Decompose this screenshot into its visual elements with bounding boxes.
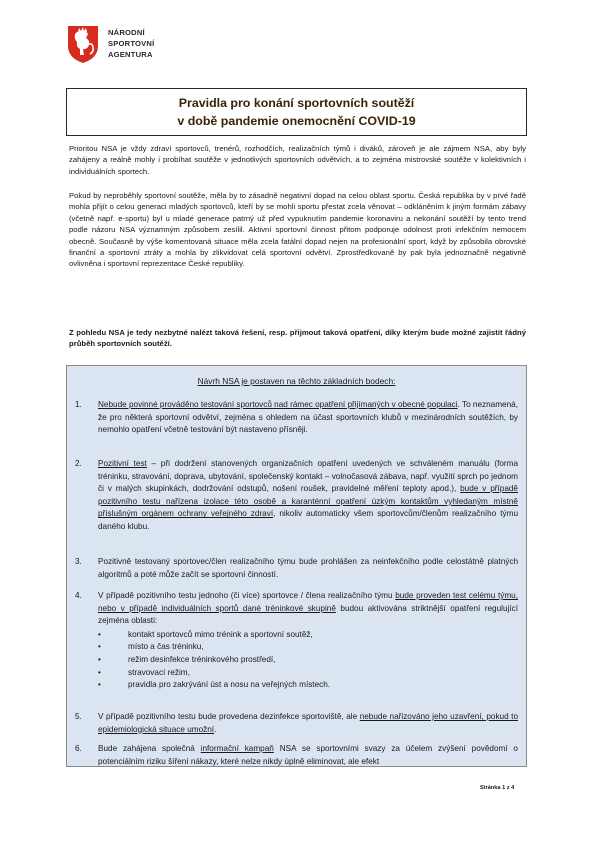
title-line-2: v době pandemie onemocnění COVID-19 xyxy=(177,114,416,128)
item-number: 5. xyxy=(75,712,82,721)
item-number: 1. xyxy=(75,400,82,409)
proposal-heading-text: Návrh NSA je postaven na těchto základních bodech xyxy=(197,376,394,386)
item-text xyxy=(98,458,518,534)
item-number: 3. xyxy=(75,557,82,566)
item-underlined-text: informační kampaň xyxy=(200,744,274,753)
proposal-box xyxy=(66,365,527,767)
logo-line-2: SPORTOVNÍ xyxy=(108,39,155,48)
logo-line-1: NÁRODNÍ xyxy=(108,28,145,37)
item-plain-text: . xyxy=(214,724,217,734)
item-plain-text: Bude zahájena společná xyxy=(98,744,201,753)
list-item xyxy=(98,654,518,667)
item-underlined-text: Pozitivní test xyxy=(98,459,147,468)
item-plain-text: , nikoliv automaticky všem sportovcům/členům realizačního týmu daného klubu. xyxy=(98,509,518,531)
item-plain-text: . To neznamená, že pro některá sportovní odvětví, zejména s ohledem na účast sportovních klubů v mezinárodních soutěžích, by nemohlo opatření včetně testování být nastaveno přísněji. xyxy=(98,400,518,435)
item-underlined-text: Nebude povinné prováděno testování sportovců nad rámec opatření přijímaných v obecné populaci xyxy=(98,400,458,409)
item-text xyxy=(98,590,518,692)
item-plain-text: – při dodržení stanovených organizačních opatření uvedených ve schváleném manuálu (forma tréninku, stravování, doprava, ubytování, společenský kontakt – volnočasová zábava, např. využití sprch po jednom či v malých skupinkách, dodržování odstupů, nošení roušek, pravidelné měření teploty apod.), xyxy=(98,459,518,494)
czech-lion-icon xyxy=(66,24,100,64)
item-plain-text: V případě pozitivního testu jednoho (či více) sportovce / člena realizačního týmu xyxy=(98,591,396,600)
bullet-icon: • xyxy=(98,629,101,639)
bullet-icon: • xyxy=(98,680,101,690)
proposal-heading-colon: : xyxy=(393,376,396,386)
list-item-text: místo a čas tréninku, xyxy=(128,642,204,652)
restriction-list xyxy=(98,629,518,692)
intro-paragraph: Prioritou NSA je vždy zdraví sportovců, trenérů, rozhodčích, realizačních týmů i diváků, zároveň je ale zájmem NSA, aby byly zahájeny a reálně mohly i probíhat soutěže v jednotlivých sportovních odvětvích, a to zejména mistrovské soutěže v kolektivních i individuálních sportech. xyxy=(69,144,526,176)
conclusion-paragraph: Z pohledu NSA je tedy nezbytné nalézt taková řešení, resp. přijmout taková opatření, díky kterým bude možné zajistit řádný průběh sportovních soutěží. xyxy=(69,328,526,349)
logo-line-3: AGENTURA xyxy=(108,50,153,59)
item-number: 2. xyxy=(75,459,82,468)
item-number: 4. xyxy=(75,591,82,600)
item-underlined-text: bude v případě pozitivního testu nařízena izolace této osobě a karanténní opatření úzkým kontaktům vyhledaným místně příslušným orgánem ochrany veřejného zdraví xyxy=(98,484,518,519)
item-plain-text: NSA se sportovními svazy za účelem zvýšení povědomí o potenciálním riziku šíření nákazy, které nelze nikdy úplně eliminovat, ale efekt xyxy=(98,744,518,766)
item-plain-text: budou aktivována striktnější opatření regulující zejména oblasti: xyxy=(98,603,518,626)
list-item xyxy=(98,679,518,692)
item-text xyxy=(98,711,518,736)
item-number: 6. xyxy=(75,744,82,753)
page-number: Stránka 1 z 4 xyxy=(480,785,515,791)
impact-paragraph: Pokud by neproběhly sportovní soutěže, měla by to zásadně negativní dopad na celou oblast sportu. Česká republika by v prvé řadě mohla přijít o celou generaci mladých sportovců, kteří by se mohli sportu přestat zcela věnovat – odkláněním k jiným formám zábavy (včetně např. e-sportu) byl u mladé generace patrný už před vypuknutím pandemie koronaviru a nekonání soutěží by tento trend podle názoru NSA významným způsobem zesílil. Aktivní sportovní činnost přitom podporuje odolnost proti infekčním nemocem obecně. Současně by výše komentovaná situace měla zcela fatální dopad nejen na profesionální sport, když by způsobila obrovské finanční a sportovní ztráty a mohla by zlikvidovat celá sportovní odvětví. Zprostředkovaně by pak byla jednoznačně negativně ovlivněna i sportovní reprezentace České republiky. xyxy=(69,191,526,269)
list-item xyxy=(98,629,518,642)
bullet-icon: • xyxy=(98,654,101,664)
proposal-heading xyxy=(67,376,526,386)
bullet-icon: • xyxy=(98,667,101,677)
item-underlined-text: nebude nařizováno jeho uzavření, pokud to epidemiologická situace umožní xyxy=(98,712,519,734)
item-plain-text: V případě pozitivního testu bude provedena dezinfekce sportoviště, ale xyxy=(98,712,360,721)
document-title xyxy=(66,88,527,136)
item-underlined-text: bude proveden test celému týmu, nebo v případě individuálních sportů dané tréninkové skupině xyxy=(98,591,518,613)
title-line-1: Pravidla pro konání sportovních soutěží xyxy=(178,96,415,110)
item-text xyxy=(98,399,518,437)
nsa-logo xyxy=(66,24,186,68)
item-text: Pozitivně testovaný sportovec/člen realizačního týmu bude prohlášen za neinfekčního podle celostátně platných algoritmů a poté může začít se sportovní činností. xyxy=(98,557,518,579)
item-text xyxy=(98,743,518,767)
list-item-text: režim desinfekce tréninkového prostředí, xyxy=(128,654,276,664)
bullet-icon: • xyxy=(98,642,101,652)
list-item xyxy=(98,667,518,680)
list-item-text: kontakt sportovců mimo trénink a sportovní soutěž, xyxy=(128,629,313,639)
list-item xyxy=(98,641,518,654)
list-item-text: pravidla pro zakrývání úst a nosu na veřejných místech. xyxy=(128,680,331,690)
list-item-text: stravovací režim, xyxy=(128,667,190,677)
